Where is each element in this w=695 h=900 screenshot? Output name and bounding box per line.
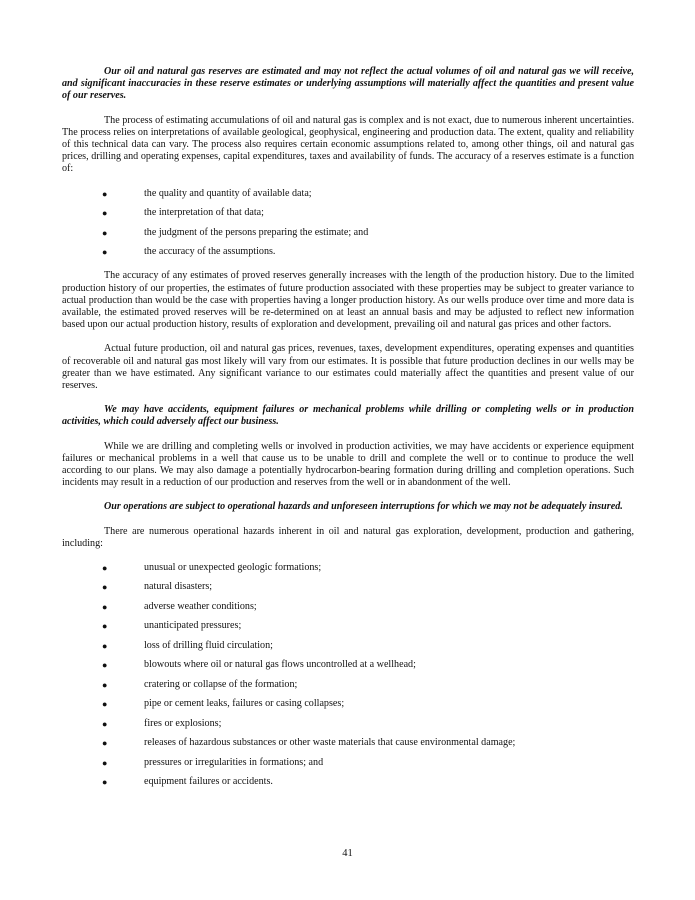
paragraph-drilling-accidents: While we are drilling and completing wells or involved in production activities, we may have accidents or experience equipment failures or mechanical problems in a well that cause us to be unable to drill and complete the well or to continue to produce the well according to our plans. We may also damage a potentially hydrocarbon-bearing formation during drilling and completion operations. Such incidents may result in a reduction of our production and reserves from the well or in abandonment of the well. bbox=[62, 440, 634, 489]
bullet-list-reserve-accuracy bbox=[62, 188, 634, 259]
page-number: 41 bbox=[342, 848, 353, 859]
paragraph-proved-reserves-accuracy: The accuracy of any estimates of proved reserves generally increases with the length of the production history. Due to the limited production history of our properties, the estimates of future production associated with these properties may be subject to greater variance to actual production than would be the case with properties having a longer production history. As our wells produce over time and more data is available, the estimated proved reserves will be re-determined on at least an annual basis and may be adjusted to reflect new information based upon our actual production history, results of exploration and development, prevailing oil and natural gas prices and other factors. bbox=[62, 270, 634, 331]
list-item: ● unanticipated pressures; bbox=[102, 620, 242, 632]
list-item: ● releases of hazardous substances or other waste materials that cause environmental damage; bbox=[102, 737, 516, 749]
bullet-icon: ● bbox=[102, 208, 108, 219]
list-item: ● the judgment of the persons preparing the estimate; and bbox=[102, 226, 369, 238]
section-heading-accidents: We may have accidents, equipment failures or mechanical problems while drilling or completing wells or in production activities, which could adversely affect our business. bbox=[62, 404, 634, 428]
list-item: ● loss of drilling fluid circulation; bbox=[102, 639, 273, 651]
list-item: ● natural disasters; bbox=[102, 581, 213, 593]
bullet-icon: ● bbox=[102, 718, 108, 729]
list-item: ● fires or explosions; bbox=[102, 717, 222, 729]
bullet-icon: ● bbox=[102, 582, 108, 593]
bullet-icon: ● bbox=[102, 621, 108, 632]
bullet-icon: ● bbox=[102, 247, 108, 258]
bullet-icon: ● bbox=[102, 640, 108, 651]
bullet-icon: ● bbox=[102, 738, 108, 749]
bullet-icon: ● bbox=[102, 188, 108, 199]
bullet-icon: ● bbox=[102, 757, 108, 768]
list-item: ● equipment failures or accidents. bbox=[102, 776, 273, 788]
bullet-icon: ● bbox=[102, 679, 108, 690]
paragraph-operational-hazards: There are numerous operational hazards inherent in oil and natural gas exploration, development, production and gathering, including: bbox=[62, 525, 634, 549]
list-item: ● blowouts where oil or natural gas flows uncontrolled at a wellhead; bbox=[102, 659, 416, 671]
bullet-icon: ● bbox=[102, 699, 108, 710]
list-item: ● unusual or unexpected geologic formations; bbox=[102, 561, 322, 573]
bullet-icon: ● bbox=[102, 601, 108, 612]
paragraph-actual-future-production: Actual future production, oil and natural gas prices, revenues, taxes, development expenditures, operating expenses and quantities of recoverable oil and natural gas most likely will vary from our estimates. It is possible that future production declines in our wells may be greater than we have estimated. Any significant variance to our estimates could materially affect the quantities and present value of our reserves. bbox=[62, 343, 634, 391]
list-item: ● the accuracy of the assumptions. bbox=[102, 246, 276, 258]
list-item: ● pipe or cement leaks, failures or casing collapses; bbox=[102, 698, 345, 710]
bullet-icon: ● bbox=[102, 227, 108, 238]
section-heading-reserves: Our oil and natural gas reserves are estimated and may not reflect the actual volumes of oil and natural gas we will receive, and significant inaccuracies in these reserve estimates or underlying assumptions will materially affect the quantities and present value of our reserves. bbox=[62, 66, 634, 102]
list-item: ● pressures or irregularities in formations; and bbox=[102, 756, 324, 768]
list-item: ● cratering or collapse of the formation; bbox=[102, 678, 298, 690]
list-item: ● the interpretation of that data; bbox=[102, 207, 264, 219]
bullet-icon: ● bbox=[102, 660, 108, 671]
paragraph-estimating-process: The process of estimating accumulations of oil and natural gas is complex and is not exact, due to numerous inherent uncertainties. The process relies on interpretations of available geological, geophysical, engineering and production data. The extent, quality and reliability of this technical data can vary. The process also requires certain economic assumptions related to, among other things, oil and natural gas prices, drilling and operating expenses, capital expenditures, taxes and availability of funds. The accuracy of a reserves estimate is a function of: bbox=[62, 114, 634, 175]
bullet-icon: ● bbox=[102, 562, 108, 573]
document-page bbox=[62, 66, 634, 801]
section-heading-operational-hazards: Our operations are subject to operational hazards and unforeseen interruptions for which we may not be adequately insured. bbox=[104, 501, 623, 513]
list-item: ● the quality and quantity of available data; bbox=[102, 187, 312, 199]
bullet-icon: ● bbox=[102, 777, 108, 788]
list-item: ● adverse weather conditions; bbox=[102, 600, 257, 612]
bullet-list-hazards bbox=[62, 562, 634, 789]
